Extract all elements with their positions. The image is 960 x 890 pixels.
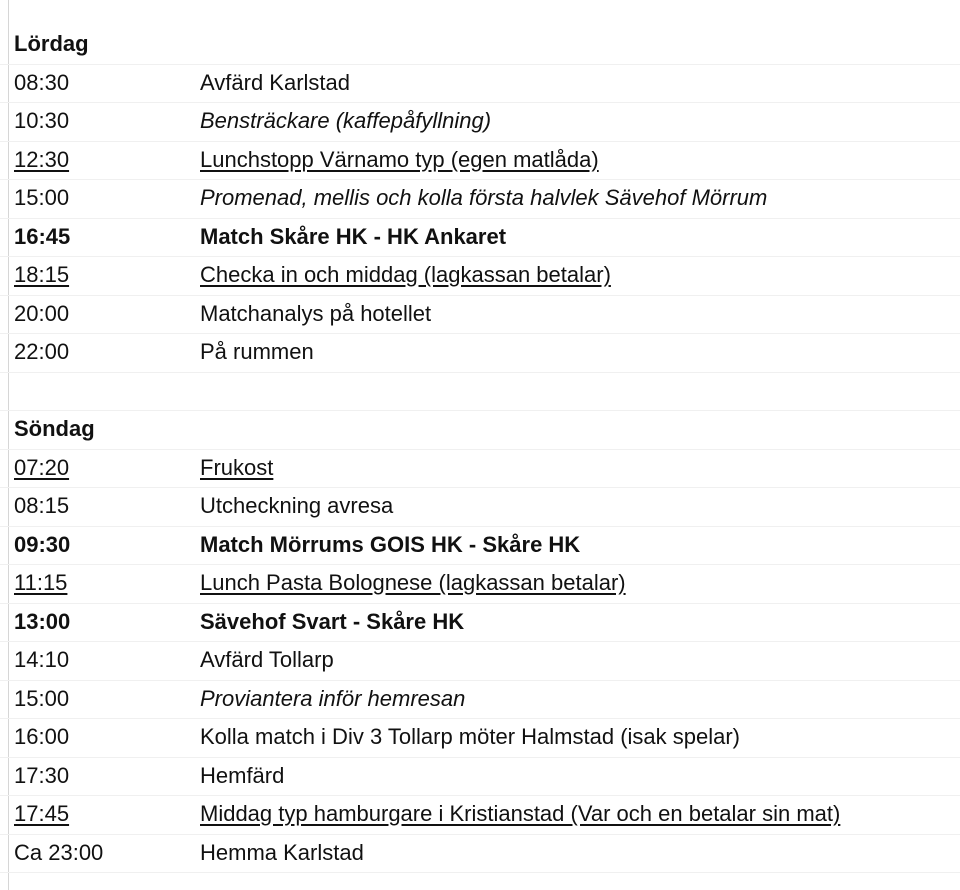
time-cell: 10:30 — [14, 108, 70, 133]
time-cell: 20:00 — [14, 300, 70, 326]
activity-cell: Checka in och middag (lagkassan betalar) — [200, 262, 611, 287]
activity-cell: Match Skåre HK - HK Ankaret — [200, 223, 507, 249]
schedule-row[interactable] — [0, 680, 960, 720]
activity-cell: Utcheckning avresa — [200, 493, 394, 518]
empty-row[interactable] — [0, 372, 960, 412]
schedule-row[interactable] — [0, 564, 960, 604]
time-cell: 08:15 — [14, 493, 70, 518]
time-cell: 22:00 — [14, 339, 70, 364]
schedule-row[interactable] — [0, 179, 960, 219]
activity-cell: Hemfärd — [200, 762, 285, 788]
schedule-row[interactable] — [0, 603, 960, 643]
schedule-row[interactable] — [0, 757, 960, 797]
activity-cell: Matchanalys på hotellet — [200, 300, 432, 326]
day-heading-sunday: Söndag — [14, 416, 95, 441]
activity-cell: Lunch Pasta Bolognese (lagkassan betalar) — [200, 570, 626, 595]
activity-cell: Frukost — [200, 454, 274, 480]
schedule-row[interactable] — [0, 487, 960, 527]
time-cell: 16:00 — [14, 724, 70, 749]
time-cell: 18:15 — [14, 262, 70, 287]
activity-cell: Hemma Karlstad — [200, 839, 364, 865]
schedule-row[interactable] — [0, 641, 960, 681]
time-cell: 09:30 — [14, 531, 71, 557]
time-cell: 17:45 — [14, 801, 70, 826]
schedule-row[interactable] — [0, 449, 960, 489]
time-cell: 14:10 — [14, 647, 70, 672]
time-cell: 16:45 — [14, 223, 71, 249]
schedule-row[interactable] — [0, 333, 960, 373]
time-cell: 15:00 — [14, 685, 70, 711]
time-cell: 17:30 — [14, 762, 70, 788]
saturday-heading-row — [0, 25, 960, 65]
activity-cell: Promenad, mellis och kolla första halvlek Sävehof Mörrum — [200, 185, 768, 210]
time-cell: 07:20 — [14, 454, 70, 480]
activity-cell: På rummen — [200, 339, 314, 364]
schedule-row[interactable] — [0, 218, 960, 258]
time-cell: 13:00 — [14, 608, 71, 634]
activity-cell: Proviantera inför hemresan — [200, 685, 466, 711]
activity-cell: Avfärd Tollarp — [200, 647, 334, 672]
time-cell: 12:30 — [14, 146, 70, 172]
activity-cell: Kolla match i Div 3 Tollarp möter Halmstad (isak spelar) — [200, 724, 740, 749]
activity-cell: Avfärd Karlstad — [200, 69, 351, 95]
schedule-row[interactable] — [0, 526, 960, 566]
time-cell: 15:00 — [14, 185, 70, 210]
schedule-row[interactable] — [0, 141, 960, 181]
time-cell: 08:30 — [14, 69, 70, 95]
schedule-row[interactable] — [0, 834, 960, 874]
schedule-row[interactable] — [0, 295, 960, 335]
sunday-heading-row — [0, 410, 960, 450]
day-heading-saturday: Lördag — [14, 31, 89, 56]
activity-cell: Sävehof Svart - Skåre HK — [200, 608, 465, 634]
schedule-row[interactable] — [0, 795, 960, 835]
schedule-row[interactable] — [0, 102, 960, 142]
activity-cell: Middag typ hamburgare i Kristianstad (Var och en betalar sin mat) — [200, 801, 841, 826]
schedule-row[interactable] — [0, 64, 960, 104]
schedule-row[interactable] — [0, 718, 960, 758]
activity-cell: Match Mörrums GOIS HK - Skåre HK — [200, 531, 581, 557]
activity-cell: Bensträckare (kaffepåfyllning) — [200, 108, 492, 133]
time-cell: 11:15 — [14, 570, 68, 595]
activity-cell: Lunchstopp Värnamo typ (egen matlåda) — [200, 146, 599, 172]
time-cell: Ca 23:00 — [14, 839, 104, 865]
schedule-row[interactable] — [0, 256, 960, 296]
